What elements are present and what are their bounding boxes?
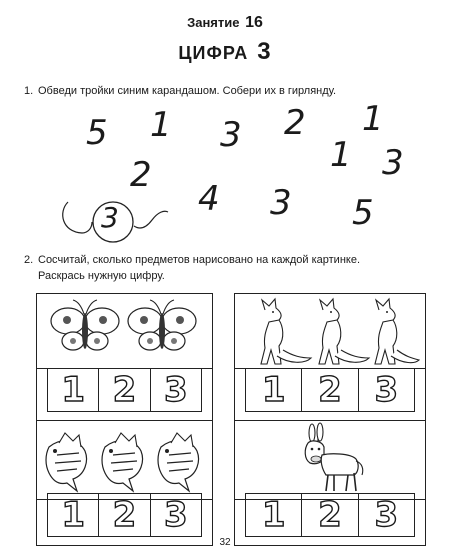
fish-icon [46, 433, 87, 491]
digit-item[interactable]: 3 [382, 143, 404, 183]
butterfly-icon [51, 300, 119, 350]
card-foxes [234, 293, 426, 421]
task-2-line-1: Сосчитай, сколько предметов нарисовано на каждой картинке. [38, 254, 361, 266]
task-1-instruction [24, 83, 436, 99]
lesson-label: Занятие [187, 15, 240, 30]
task-2-line-2: Раскрась нужную цифру. [38, 270, 165, 282]
butterflies-picture [37, 294, 212, 369]
card-donkey [234, 420, 426, 546]
answer-options [47, 493, 202, 537]
page-title [0, 38, 450, 66]
digit-item[interactable]: 5 [352, 193, 374, 233]
digit-item[interactable]: 3 [270, 183, 292, 223]
digit-item[interactable]: 2 [130, 155, 152, 195]
donkey-picture [235, 421, 425, 500]
fish-icon [102, 433, 143, 491]
answer-option[interactable]: 2 [302, 369, 358, 411]
card-butterflies [36, 293, 213, 421]
digit-item[interactable]: 4 [198, 179, 220, 219]
lesson-number: 16 [245, 14, 263, 31]
answer-option[interactable]: 1 [48, 369, 99, 411]
answer-option[interactable]: 3 [163, 370, 188, 410]
fox-icon [375, 299, 419, 364]
title-word: ЦИФРА [178, 43, 249, 63]
fish-picture [37, 421, 212, 500]
title-digit: 3 [257, 38, 272, 65]
answer-options [245, 368, 415, 412]
task-1-text: Обведи тройки синим карандашом. Собери их в гирлянду. [38, 85, 337, 97]
task-2-number: 2. [24, 254, 34, 266]
page-number: 32 [219, 537, 231, 548]
answer-option[interactable]: 2 [302, 494, 358, 536]
answer-options [245, 493, 415, 537]
digit-item[interactable]: 3 [220, 115, 242, 155]
digit-item[interactable]: 1 [150, 105, 172, 145]
answer-option[interactable]: 2 [99, 369, 150, 411]
answer-option[interactable]: 1 [48, 494, 99, 536]
donkey-icon [305, 423, 363, 491]
answer-option[interactable]: 3 [163, 495, 188, 535]
digit-item[interactable]: 1 [330, 135, 352, 175]
answer-option[interactable]: 1 [246, 369, 302, 411]
foxes-picture [235, 294, 425, 369]
answer-options [47, 368, 202, 412]
fox-icon [319, 299, 369, 364]
digit-item[interactable]: 3 [101, 201, 119, 234]
answer-option[interactable]: 2 [99, 494, 150, 536]
lesson-heading [0, 14, 450, 32]
digit-field [0, 100, 450, 250]
digit-item[interactable]: 1 [362, 99, 384, 139]
butterfly-icon [128, 300, 196, 350]
digit-item[interactable]: 2 [284, 103, 306, 143]
fish-icon [158, 433, 199, 491]
card-fish [36, 420, 213, 546]
task-2-instruction [24, 252, 436, 284]
fox-icon [261, 299, 311, 364]
answer-option[interactable]: 1 [246, 494, 302, 536]
task-1-number: 1. [24, 85, 34, 97]
answer-option[interactable]: 3 [374, 495, 399, 535]
digit-item[interactable]: 5 [86, 113, 108, 153]
answer-option[interactable]: 3 [374, 370, 399, 410]
